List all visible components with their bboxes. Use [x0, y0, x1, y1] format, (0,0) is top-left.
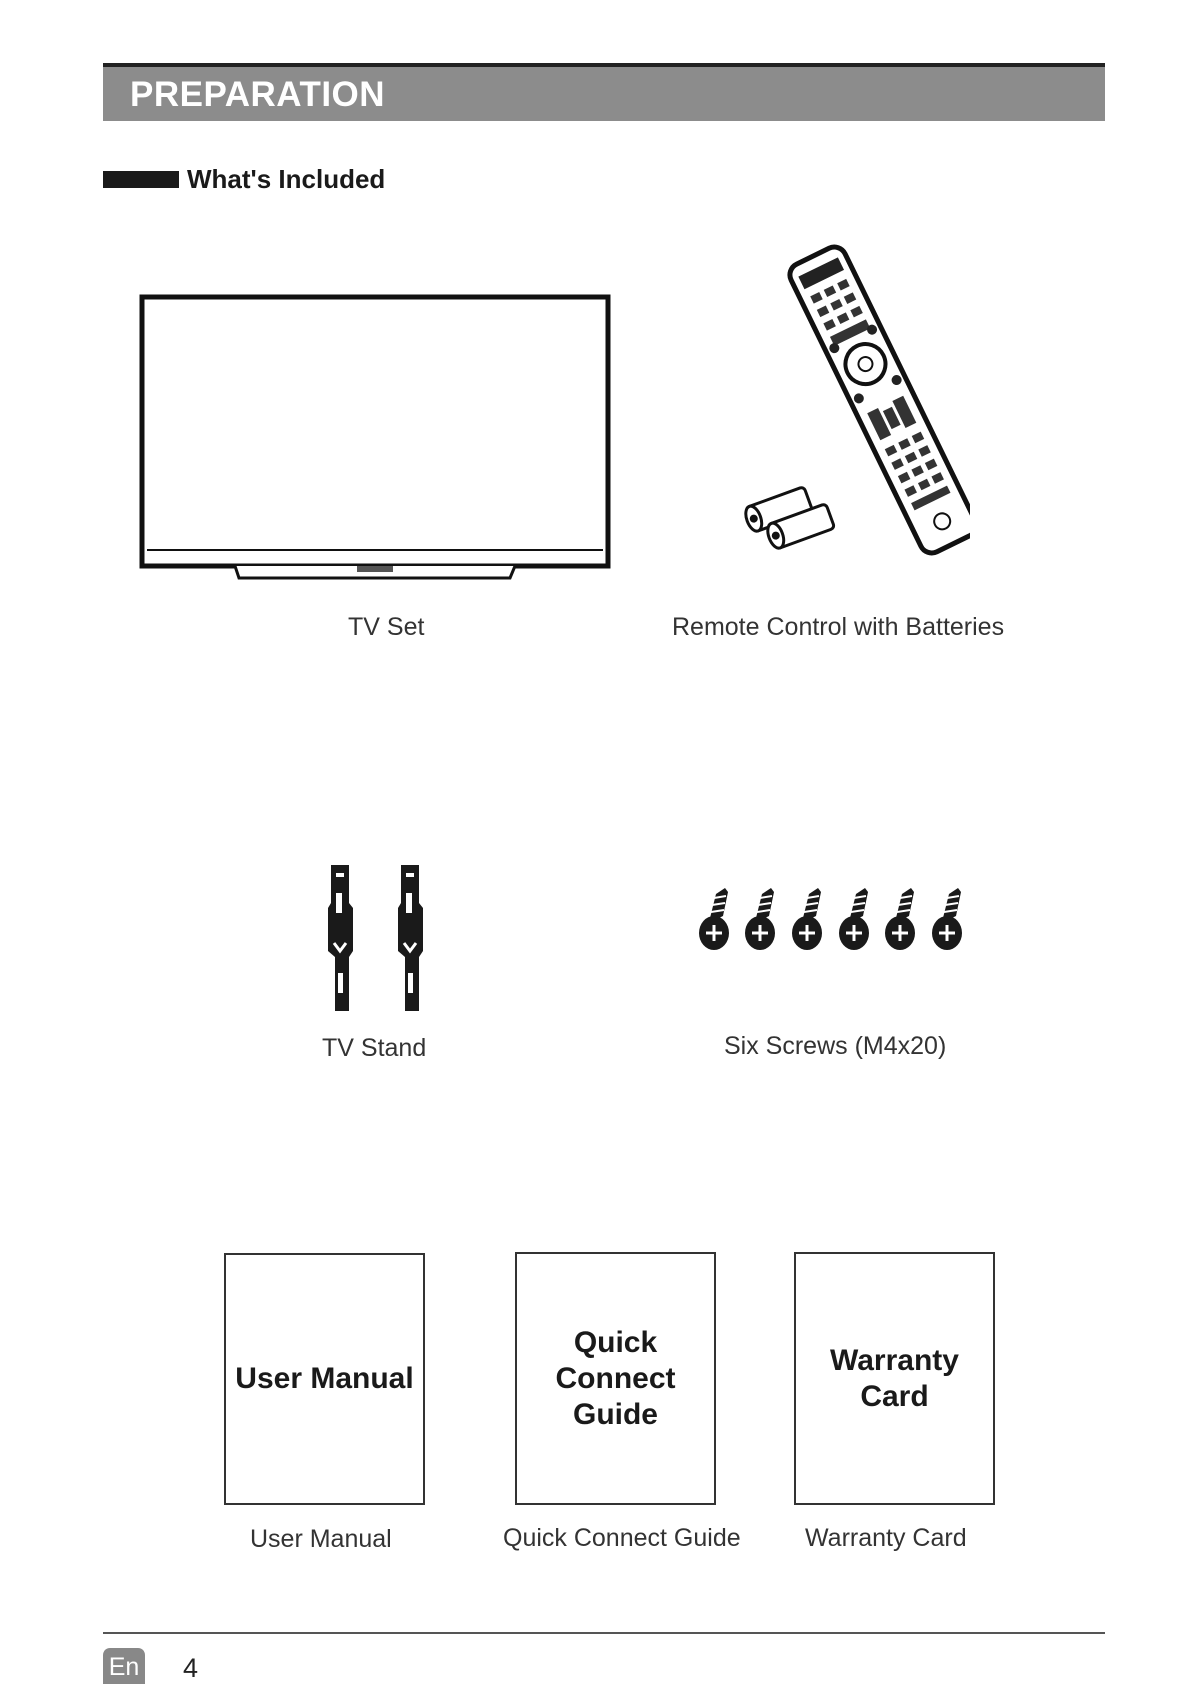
caption-remote-control: Remote Control with Batteries — [672, 613, 1005, 641]
quick-connect-guide-card — [515, 1252, 716, 1505]
tv-set-illustration — [135, 290, 615, 590]
page-number: 4 — [183, 1653, 199, 1683]
user-manual-card — [224, 1253, 425, 1505]
warranty-card-card — [794, 1252, 995, 1505]
remote-control-illustration — [740, 235, 970, 575]
section-title: What's Included — [187, 164, 386, 194]
caption-tv-set: TV Set — [348, 613, 425, 641]
screws-illustration — [698, 886, 988, 956]
user-manual-card-label: User Manual — [235, 1362, 414, 1395]
caption-quick-connect-guide: Quick Connect Guide — [503, 1524, 741, 1552]
warranty-card-card-label: Warranty Card — [830, 1343, 959, 1413]
footer-rule — [103, 1632, 1105, 1634]
caption-warranty-card: Warranty Card — [805, 1524, 967, 1552]
caption-screws: Six Screws (M4x20) — [724, 1032, 947, 1060]
language-badge: En — [103, 1648, 145, 1684]
caption-user-manual: User Manual — [250, 1525, 392, 1553]
quick-connect-guide-card-label: Quick Connect Guide — [555, 1325, 676, 1431]
tv-stand-illustration — [325, 863, 425, 1013]
page-title: PREPARATION — [130, 75, 386, 114]
page-header — [103, 67, 1105, 121]
section-marker — [103, 171, 179, 188]
caption-tv-stand: TV Stand — [322, 1034, 427, 1062]
